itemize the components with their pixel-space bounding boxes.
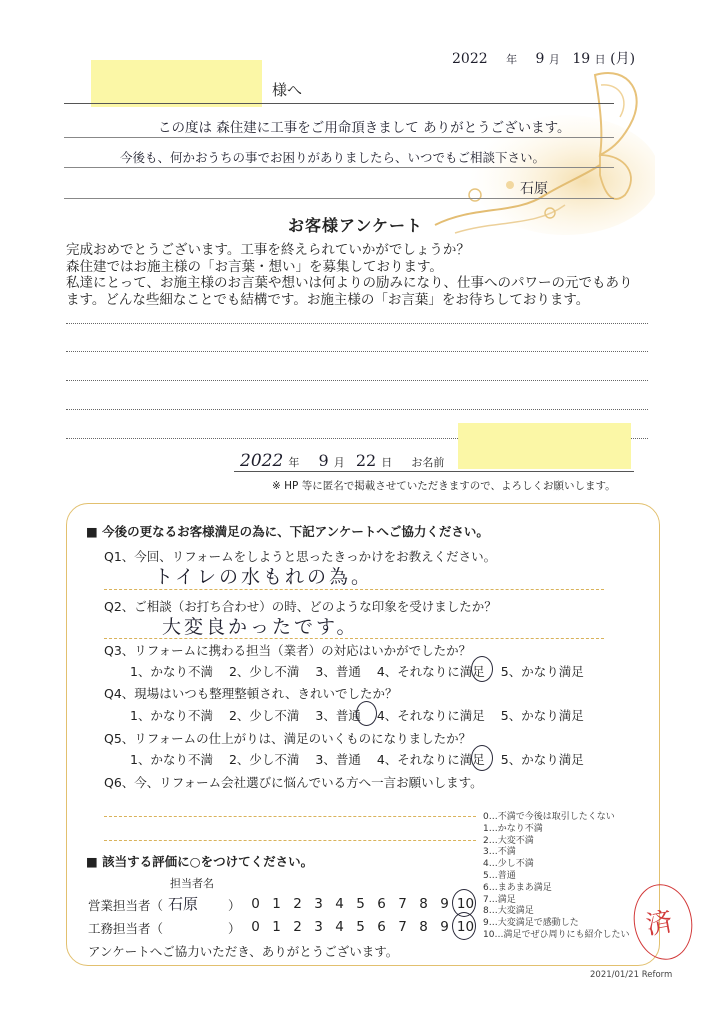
intro-line-3: 私達にとって、お施主様のお言葉や想いは何よりの励みになり、仕事へのパワーの元でもあり <box>66 275 633 291</box>
works-selected-circle <box>452 912 476 940</box>
letter-signature: 石原 <box>520 181 548 197</box>
legend-item: 4…少し不満 <box>483 859 534 870</box>
date-underline <box>234 471 634 472</box>
q4-option-2[interactable]: 2、少し不満 <box>228 708 300 723</box>
letter-line-1: この度は 森住建に工事をご用命頂きまして ありがとうございます。 <box>158 120 571 136</box>
sales-rating-5[interactable]: 5 <box>356 896 365 912</box>
customer-name-redaction <box>458 423 631 469</box>
question-2: Q2、ご相談（お打ち合わせ）の時、どのような印象を受けましたか？ <box>104 599 497 614</box>
recipient-name-redaction <box>91 60 262 107</box>
letter-rule-3 <box>64 167 614 168</box>
intro-line-1: 完成おめでとうございます。工事を終えられていかがでしょうか？ <box>66 242 470 258</box>
q3-option-2[interactable]: 2、少し不満 <box>228 664 300 679</box>
questionnaire-header: ■ 今後の更なるお客様満足の為に、下記アンケートへご協力ください。 <box>86 524 489 539</box>
legend-item: 7…満足 <box>483 894 516 905</box>
sales-rating-0[interactable]: 0 <box>251 896 260 912</box>
legend-item: 2…大変不満 <box>483 835 534 846</box>
legend-item: 9…大変満足で感動した <box>483 918 579 929</box>
q5-option-3[interactable]: 3、普通 <box>315 752 361 767</box>
works-close-paren: ） <box>228 921 241 936</box>
question-6: Q6、今、リフォーム会社選びに悩んでいる方へ一言お願いします。 <box>104 775 483 790</box>
survey-title: お客様アンケート <box>288 216 424 235</box>
letter-rule-1 <box>64 103 614 104</box>
works-rating-5[interactable]: 5 <box>356 919 365 935</box>
works-rating-6[interactable]: 6 <box>377 919 386 935</box>
answer-2-line <box>104 638 604 639</box>
question-3-options <box>130 662 584 680</box>
q4-option-4[interactable]: 4、それなりに満足 <box>376 708 485 723</box>
works-rating-0[interactable]: 0 <box>251 919 260 935</box>
sales-rating-2[interactable]: 2 <box>293 896 302 912</box>
sales-rating-7[interactable]: 7 <box>398 896 407 912</box>
sales-rating-6[interactable]: 6 <box>377 896 386 912</box>
comment-line-3 <box>66 380 648 381</box>
survey-intro <box>66 242 666 308</box>
works-rating-digits <box>245 919 476 935</box>
checked-stamp-text: 済 <box>644 906 675 941</box>
survey-date: 2022 年 9 月 22 日 お名前 <box>240 451 445 471</box>
letter-rule-4 <box>64 198 614 199</box>
works-rating-7[interactable]: 7 <box>398 919 407 935</box>
answer-2: 大変良かったです。 <box>162 616 359 638</box>
legend-item: 5…普通 <box>483 870 516 881</box>
sales-rating-3[interactable]: 3 <box>314 896 323 912</box>
comment-line-4 <box>66 409 648 410</box>
q3-option-4[interactable]: 4、それなりに満足 <box>376 664 485 679</box>
comment-line-1 <box>66 323 648 324</box>
form-version: 2021/01/21 Reform <box>590 970 673 980</box>
q5-option-5[interactable]: 5、かなり満足 <box>500 752 584 767</box>
sales-staff-label: 営業担当者（ <box>88 898 164 913</box>
q4-option-3[interactable]: 3、普通 <box>315 708 361 723</box>
thanks-text: アンケートへご協力いただき、ありがとうございます。 <box>88 944 399 959</box>
sales-rating-10[interactable]: 10 <box>456 896 475 912</box>
legend-item: 8…大変満足 <box>483 906 534 917</box>
q4-selected-circle <box>356 701 377 726</box>
answer-1: トイレの水もれの為。 <box>154 566 374 588</box>
answer-1-line <box>104 589 604 590</box>
question-5-options <box>130 750 584 768</box>
sales-rating-8[interactable]: 8 <box>419 896 428 912</box>
legend-item: 10…満足でぜひ周りにも紹介したい <box>483 929 630 940</box>
sales-close-paren: ） <box>228 898 241 913</box>
q5-selected-circle <box>471 745 493 771</box>
sales-staff-name: 石原 <box>168 895 199 913</box>
question-5: Q5、リフォームの仕上がりは、満足のいくものになりましたか？ <box>104 731 472 746</box>
works-staff-row <box>88 919 163 937</box>
q4-option-5[interactable]: 5、かなり満足 <box>500 708 584 723</box>
works-rating-9[interactable]: 9 <box>440 919 449 935</box>
sales-rating-4[interactable]: 4 <box>335 896 344 912</box>
sales-rating-1[interactable]: 1 <box>272 896 281 912</box>
works-rating-10[interactable]: 10 <box>456 919 475 935</box>
sales-rating-9[interactable]: 9 <box>440 896 449 912</box>
q6-line-1 <box>104 816 476 817</box>
rating-legend <box>483 812 629 942</box>
comment-line-2 <box>66 351 648 352</box>
legend-item: 1…かなり不満 <box>483 823 543 834</box>
salutation: 様へ <box>272 81 303 99</box>
q5-option-4[interactable]: 4、それなりに満足 <box>376 752 485 767</box>
question-4: Q4、現場はいつも整理整頓され、きれいでしたか？ <box>104 686 398 701</box>
works-rating-3[interactable]: 3 <box>314 919 323 935</box>
works-rating-2[interactable]: 2 <box>293 919 302 935</box>
q3-option-3[interactable]: 3、普通 <box>315 664 361 679</box>
sales-rating-digits <box>245 896 476 912</box>
intro-line-4: ます。どんな些細なことでも結構です。お施主様の「お言葉」をお待ちしております。 <box>66 291 590 308</box>
works-rating-8[interactable]: 8 <box>419 919 428 935</box>
question-1: Q1、今回、リフォームをしようと思ったきっかけをお教えください。 <box>104 549 497 564</box>
legend-item: 6…まあまあ満足 <box>483 882 552 893</box>
q3-option-5[interactable]: 5、かなり満足 <box>500 664 584 679</box>
letter-line-2: 今後も、何かおうちの事でお困りがありましたら、いつでもご相談下さい。 <box>120 150 546 165</box>
q3-selected-circle <box>471 656 493 682</box>
intro-line-2: 森住建ではお施主様の「お言葉・想い」を募集しております。 <box>66 258 443 275</box>
letter-rule-2 <box>64 137 614 138</box>
q6-line-2 <box>104 840 476 841</box>
rating-header: ■ 該当する評価に○をつけてください。 <box>86 854 314 869</box>
staff-name-label: 担当者名 <box>170 877 214 890</box>
q5-option-1[interactable]: 1、かなり不満 <box>130 752 213 767</box>
works-rating-1[interactable]: 1 <box>272 919 281 935</box>
legend-item: 0…不満で今後は取引したくない <box>483 812 615 822</box>
q3-option-1[interactable]: 1、かなり不満 <box>130 664 213 679</box>
works-staff-label: 工務担当者（ <box>88 921 164 936</box>
anonymity-note: ※ HP 等に匿名で掲載させていただきますので、よろしくお願いします。 <box>272 480 616 492</box>
q5-option-2[interactable]: 2、少し不満 <box>228 752 300 767</box>
letter-date: 2022 年 9 月 19 日 (月) <box>452 51 636 67</box>
works-rating-4[interactable]: 4 <box>335 919 344 935</box>
q4-option-1[interactable]: 1、かなり不満 <box>130 708 213 723</box>
legend-item: 3…不満 <box>483 847 516 858</box>
sales-staff-row <box>88 896 163 914</box>
question-3: Q3、リフォームに携わる担当（業者）の対応はいかがでしたか？ <box>104 643 472 658</box>
